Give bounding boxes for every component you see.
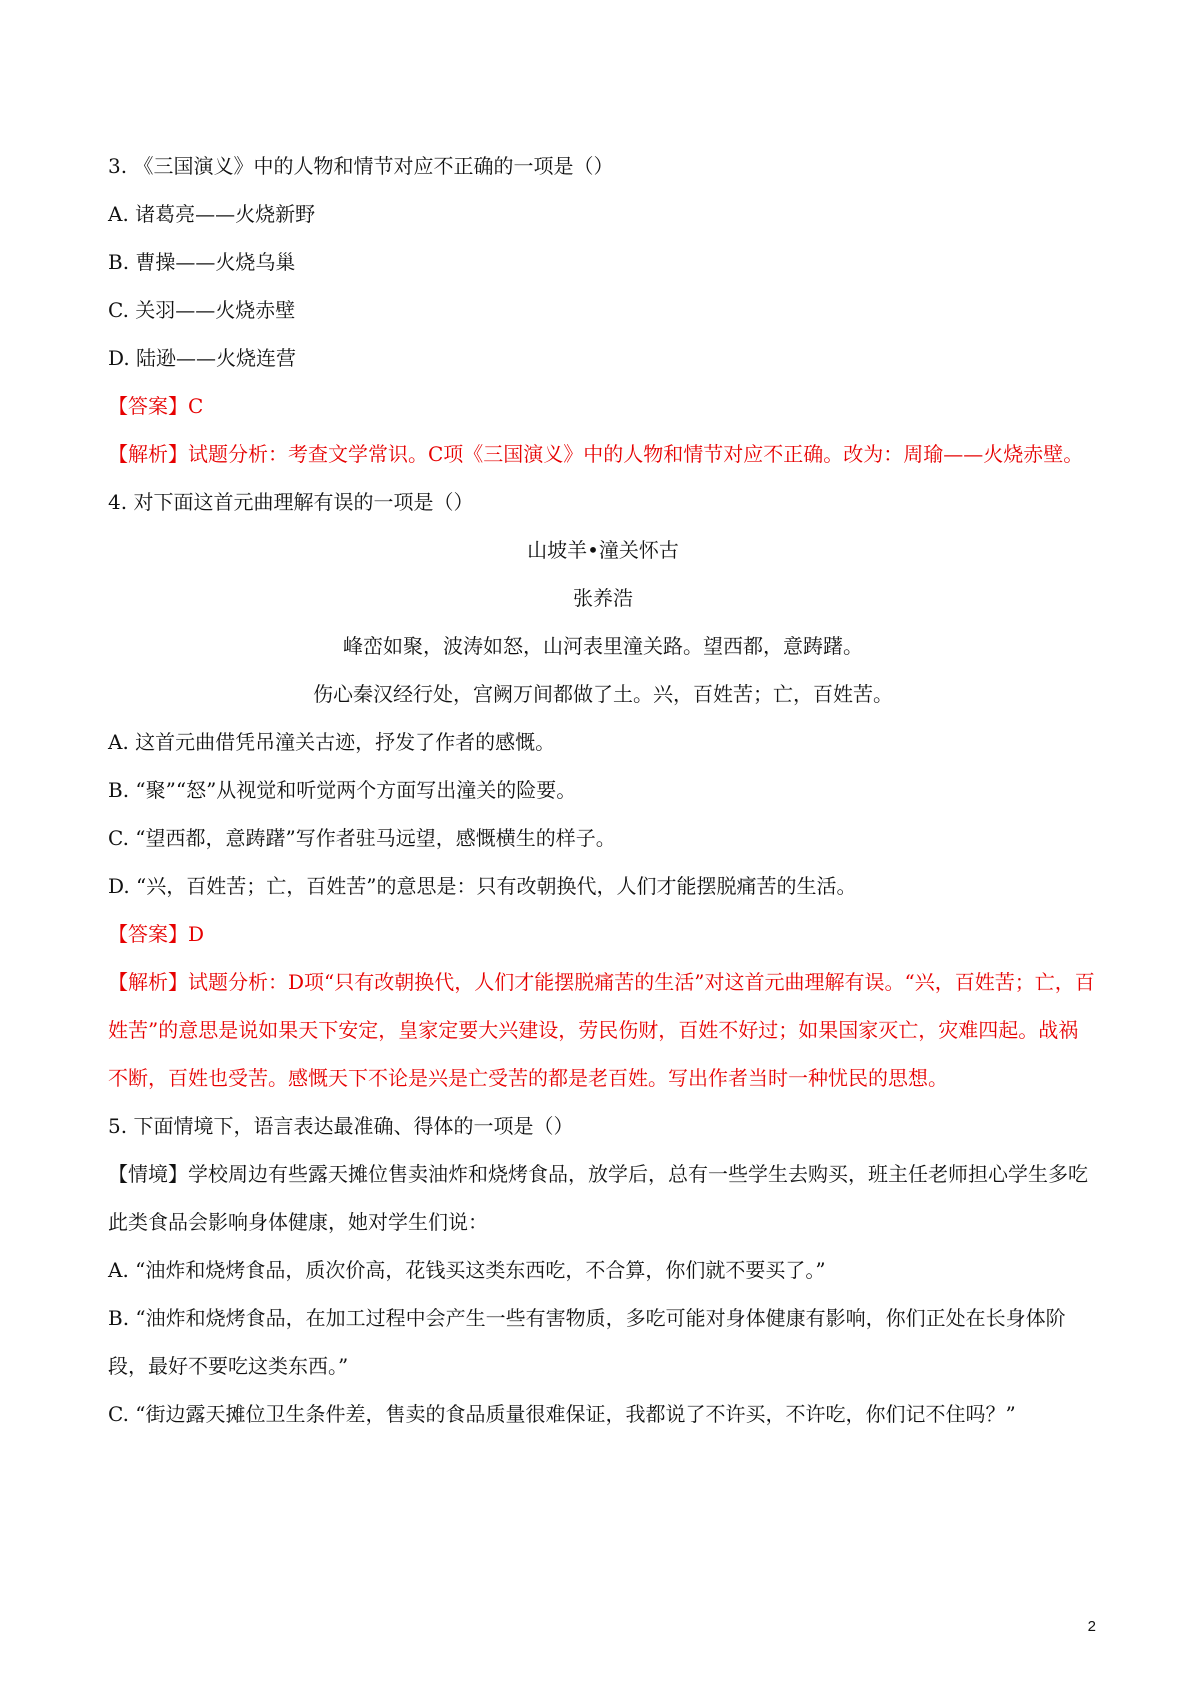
- question-4-answer: 【答案】D: [108, 922, 205, 946]
- page-content: [108, 142, 1098, 1438]
- poem-line-2: 伤心秦汉经行处，宫阙万间都做了土。兴，百姓苦；亡，百姓苦。: [313, 682, 893, 706]
- poem-line-1: 峰峦如聚，波涛如怒，山河表里潼关路。望西都，意踌躇。: [343, 634, 863, 658]
- question-5-option-b: B. “油炸和烧烤食品，在加工过程中会产生一些有害物质，多吃可能对身体健康有影响，你们正处在长身体阶段，最好不要吃这类东西。”: [108, 1306, 1066, 1378]
- question-5-stem: 5. 下面情境下，语言表达最准确、得体的一项是（）: [108, 1114, 574, 1138]
- question-5-option-a: A. “油炸和烧烤食品，质次价高，花钱买这类东西吃，不合算，你们就不要买了。”: [108, 1258, 826, 1282]
- question-3-option-d: D. 陆逊——火烧连营: [108, 346, 297, 370]
- question-3-option-a: A. 诸葛亮——火烧新野: [108, 202, 316, 226]
- page-number: 2: [1087, 1618, 1096, 1635]
- question-5-context: 【情境】学校周边有些露天摊位售卖油炸和烧烤食品，放学后，总有一些学生去购买，班主任老师担心学生多吃此类食品会影响身体健康，她对学生们说：: [108, 1162, 1088, 1234]
- poem-author: 张养浩: [573, 586, 633, 610]
- question-3-analysis: 【解析】试题分析：考查文学常识。C项《三国演义》中的人物和情节对应不正确。改为：周瑜——火烧赤壁。: [108, 442, 1084, 466]
- question-5-option-c: C. “街边露天摊位卫生条件差，售卖的食品质量很难保证，我都说了不许买，不许吃，你们记不住吗？”: [108, 1402, 1016, 1426]
- question-3-stem: 3. 《三国演义》中的人物和情节对应不正确的一项是（）: [108, 154, 614, 178]
- poem-title: 山坡羊•潼关怀古: [527, 538, 679, 562]
- question-3-answer: 【答案】C: [108, 394, 204, 418]
- question-4-stem: 4. 对下面这首元曲理解有误的一项是（）: [108, 490, 474, 514]
- question-3-option-b: B. 曹操——火烧乌巢: [108, 250, 296, 274]
- question-4-option-a: A. 这首元曲借凭吊潼关古迹，抒发了作者的感慨。: [108, 730, 556, 754]
- question-4-analysis: 【解析】试题分析：D项“只有改朝换代，人们才能摆脱痛苦的生活”对这首元曲理解有误。“兴，百姓苦；亡，百姓苦”的意思是说如果天下安定，皇家定要大兴建设，劳民伤财，百姓不好过；如果国家灭亡，灾难四起。战祸不断，百姓也受苦。感慨天下不论是兴是亡受苦的都是老百姓。写出作者当时一种忧民的思想。: [108, 970, 1095, 1090]
- question-3-option-c: C. 关羽——火烧赤壁: [108, 298, 296, 322]
- question-4-option-d: D. “兴，百姓苦；亡，百姓苦”的意思是：只有改朝换代，人们才能摆脱痛苦的生活。: [108, 874, 857, 898]
- question-4-option-b: B. “聚”“怒”从视觉和听觉两个方面写出潼关的险要。: [108, 778, 577, 802]
- question-4-option-c: C. “望西都，意踌躇”写作者驻马远望，感慨横生的样子。: [108, 826, 616, 850]
